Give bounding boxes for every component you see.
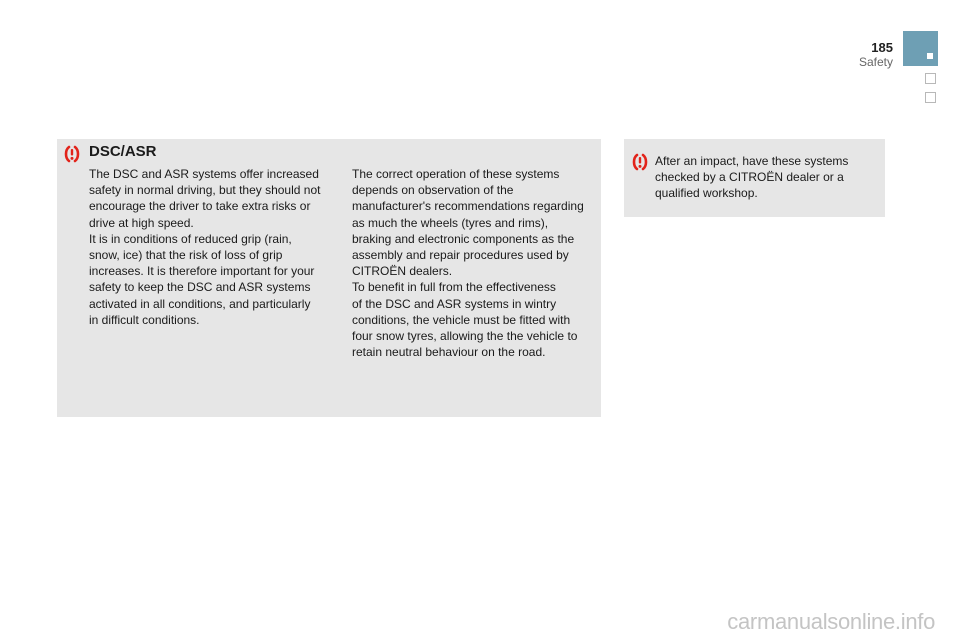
page-number: 185 [871, 40, 893, 55]
chapter-tab[interactable] [925, 92, 936, 103]
section-title: DSC/ASR [89, 143, 157, 160]
warning-icon [63, 145, 81, 163]
section-label: Safety [858, 55, 893, 69]
body-text-column-1: The DSC and ASR systems offer increased safety in normal driving, but they should not encourage the driver to take extra risks or drive at high speed. It is in conditions of reduced grip (rain, snow, ice) that the risk of loss of grip increases. It is therefore important for your safety to keep the DSC and ASR systems activated in all conditions, and particularly in difficult conditions. [89, 167, 321, 327]
tab-marker [927, 53, 933, 59]
side-note-text: After an impact, have these systems checked by a CITROËN dealer or a qualified workshop. [655, 154, 849, 201]
body-text-column-2: The correct operation of these systems depends on observation of the manufacturer's recommendations regarding as much the wheels (tyres and rims), braking and electronic components as the assembly and repair procedures used by CITROËN dealers. To benefit in full from the effectiveness of the DSC and ASR systems in wintry conditions, the vehicle must be fitted with four snow tyres, allowing the the vehicle to retain neutral behaviour on the road. [352, 167, 584, 360]
watermark: carmanualsonline.info [727, 609, 935, 634]
chapter-tab[interactable] [925, 73, 936, 84]
warning-icon [631, 153, 649, 171]
chapter-tab-active[interactable] [903, 31, 938, 66]
